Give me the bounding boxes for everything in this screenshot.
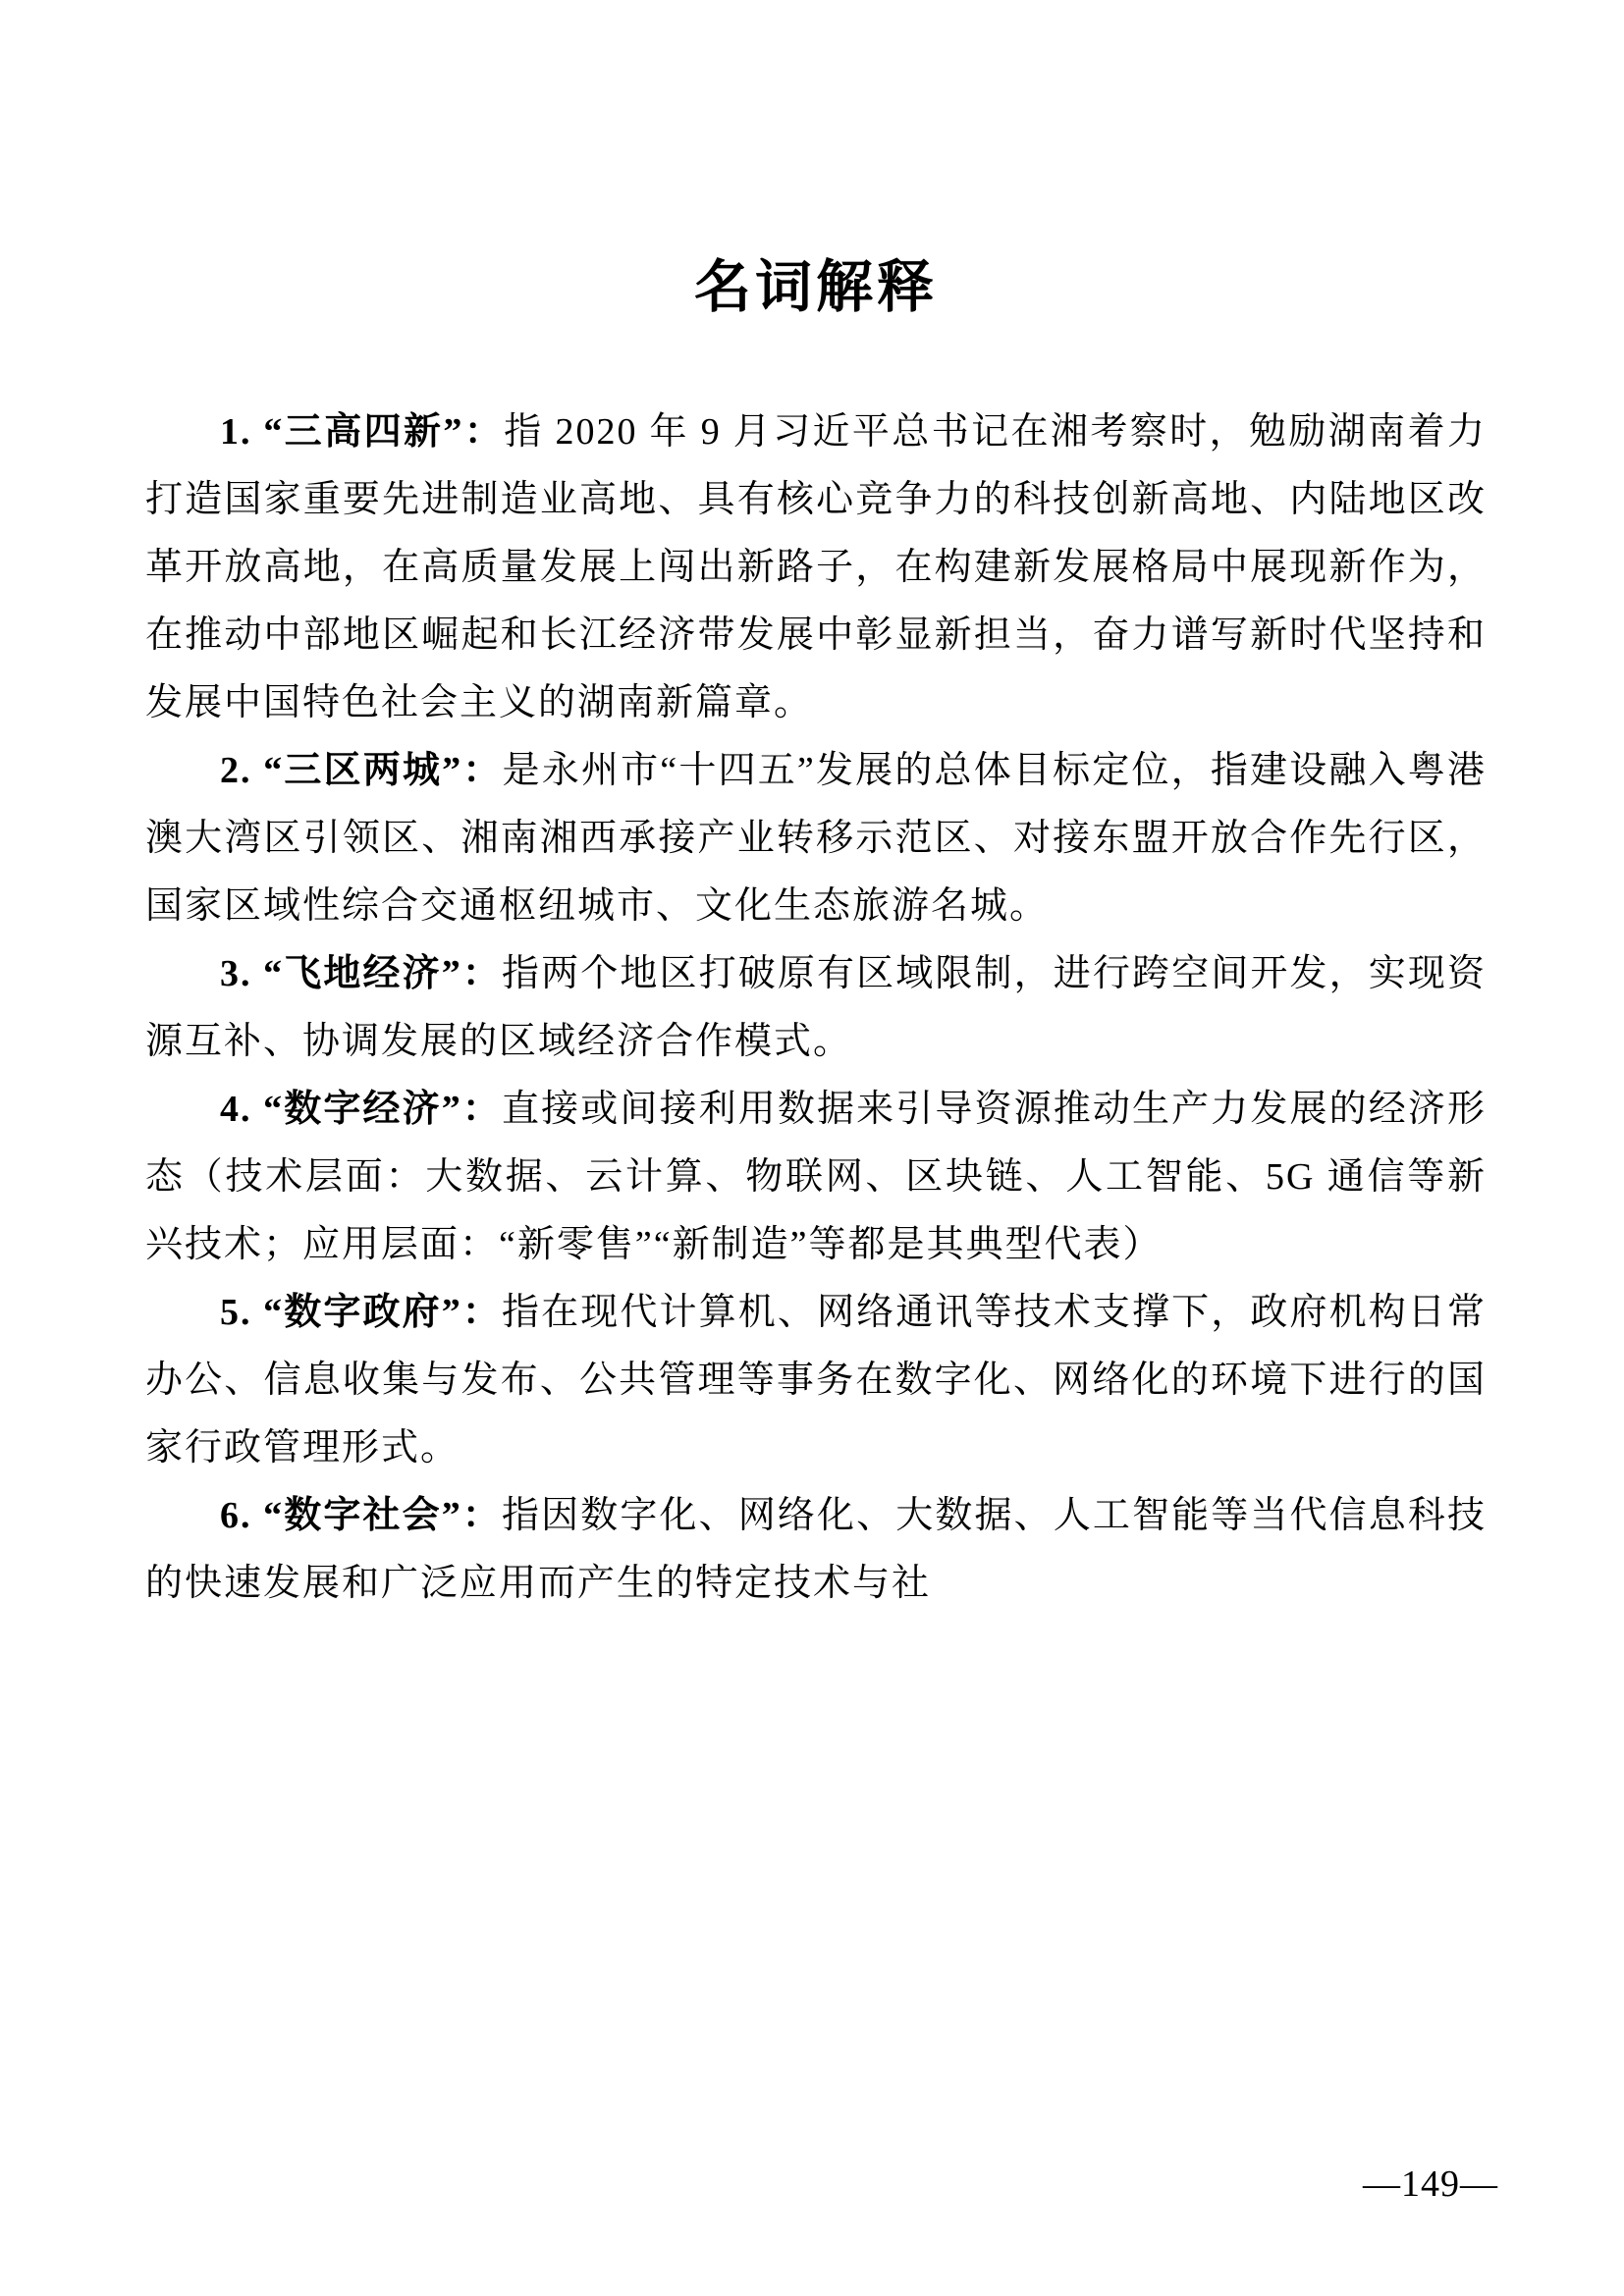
definition-body: 指 2020 年 9 月习近平总书记在湘考察时，勉励湖南着力打造国家重要先进制造业高地、具有核心竞争力的科技创新高地、内陆地区改革开放高地，在高质量发展上闯出新路子，在构建新发展格局中展现新作为，在推动中部地区崛起和长江经济带发展中彰显新担当，奋力谱写新时代坚持和发展中国特色社会主义的湖南新篇章。 xyxy=(145,410,1487,723)
definition-paragraph xyxy=(145,1076,1487,1279)
definition-body: 是永州市“十四五”发展的总体目标定位，指建设融入粤港澳大湾区引领区、湘南湘西承接产业转移示范区、对接东盟开放合作先行区，国家区域性综合交通枢纽城市、文化生态旅游名城。 xyxy=(145,749,1487,927)
definition-term: 1. “三高四新”： xyxy=(220,410,505,453)
definition-body: 指在现代计算机、网络通讯等技术支撑下，政府机构日常办公、信息收集与发布、公共管理等事务在数字化、网络化的环境下进行的国家行政管理形式。 xyxy=(145,1291,1487,1468)
definition-paragraph xyxy=(145,1279,1487,1482)
definition-term: 4. “数字经济”： xyxy=(220,1088,502,1130)
definition-paragraph xyxy=(145,399,1487,737)
definition-body: 直接或间接利用数据来引导资源推动生产力发展的经济形态（技术层面：大数据、云计算、物联网、区块链、人工智能、5G 通信等新兴技术；应用层面：“新零售”“新制造”等都是其典型代表） xyxy=(145,1088,1487,1265)
definition-term: 3. “飞地经济”： xyxy=(220,952,502,994)
definition-paragraph xyxy=(145,737,1487,940)
definition-term: 6. “数字社会”： xyxy=(220,1494,502,1536)
definition-paragraph xyxy=(145,940,1487,1076)
definition-body: 指因数字化、网络化、大数据、人工智能等当代信息科技的快速发展和广泛应用而产生的特定技术与社 xyxy=(145,1494,1487,1604)
document-title: 名词解释 xyxy=(693,255,938,319)
page-number: —149— xyxy=(1363,2163,1498,2205)
definition-paragraph xyxy=(145,1482,1487,1618)
definition-body: 指两个地区打破原有区域限制，进行跨空间开发，实现资源互补、协调发展的区域经济合作模式。 xyxy=(145,952,1487,1062)
definition-term: 5. “数字政府”： xyxy=(220,1291,502,1333)
definition-term: 2. “三区两城”： xyxy=(220,749,503,791)
